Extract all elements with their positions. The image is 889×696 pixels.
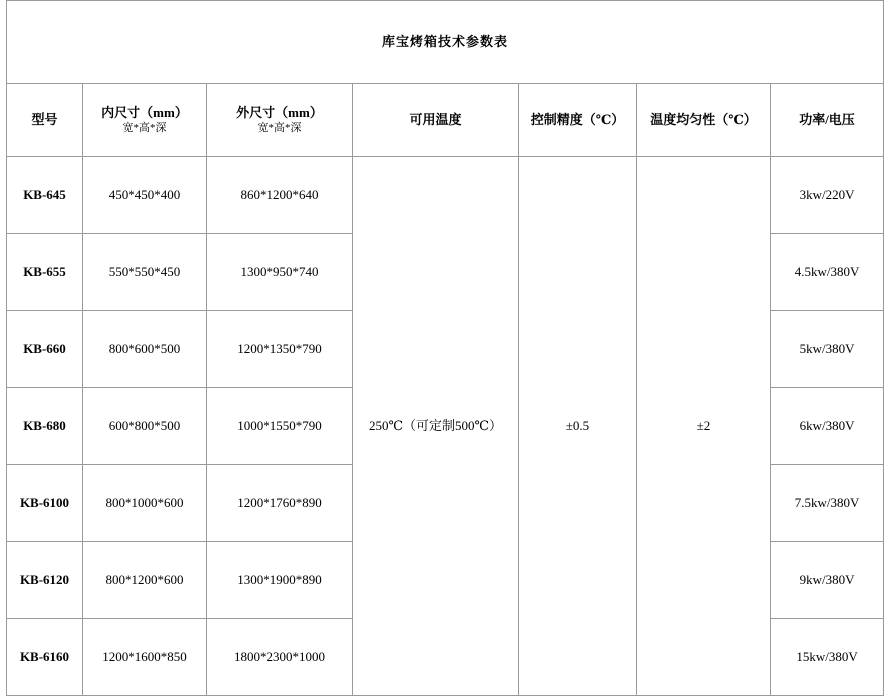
cell-outer-size: 1000*1550*790	[207, 388, 353, 465]
cell-inner-size: 1200*1600*850	[83, 619, 207, 696]
cell-inner-size: 550*550*450	[83, 234, 207, 311]
table-row	[7, 157, 884, 234]
cell-power: 3kw/220V	[771, 157, 884, 234]
cell-outer-size: 1300*1900*890	[207, 542, 353, 619]
column-header-outer-size-sub: 宽*高*深	[257, 121, 302, 134]
cell-inner-size: 800*1200*600	[83, 542, 207, 619]
cell-accuracy-merged: ±0.5	[519, 157, 637, 696]
table-title-row	[7, 1, 884, 84]
cell-model: KB-6100	[7, 465, 83, 542]
column-header-accuracy: 控制精度（℃）	[519, 84, 637, 157]
cell-uniformity-merged: ±2	[637, 157, 771, 696]
cell-model: KB-655	[7, 234, 83, 311]
table-header-row	[7, 84, 884, 157]
oven-parameter-table	[6, 0, 884, 696]
column-header-temperature: 可用温度	[353, 84, 519, 157]
cell-outer-size: 860*1200*640	[207, 157, 353, 234]
cell-power: 6kw/380V	[771, 388, 884, 465]
cell-inner-size: 800*1000*600	[83, 465, 207, 542]
cell-power: 15kw/380V	[771, 619, 884, 696]
cell-model: KB-6160	[7, 619, 83, 696]
cell-inner-size: 800*600*500	[83, 311, 207, 388]
cell-outer-size: 1300*950*740	[207, 234, 353, 311]
cell-outer-size: 1200*1760*890	[207, 465, 353, 542]
cell-outer-size: 1200*1350*790	[207, 311, 353, 388]
cell-power: 7.5kw/380V	[771, 465, 884, 542]
column-header-outer-size	[207, 84, 353, 157]
column-header-inner-size-main: 内尺寸（mm）	[101, 104, 188, 120]
cell-inner-size: 600*800*500	[83, 388, 207, 465]
column-header-power: 功率/电压	[771, 84, 884, 157]
page-title: 库宝烤箱技术参数表	[7, 1, 884, 84]
cell-model: KB-680	[7, 388, 83, 465]
cell-power: 4.5kw/380V	[771, 234, 884, 311]
cell-model: KB-660	[7, 311, 83, 388]
cell-temperature-merged: 250℃（可定制500℃）	[353, 157, 519, 696]
cell-model: KB-645	[7, 157, 83, 234]
column-header-outer-size-main: 外尺寸（mm）	[236, 104, 323, 120]
cell-model: KB-6120	[7, 542, 83, 619]
column-header-uniformity: 温度均匀性（℃）	[637, 84, 771, 157]
cell-power: 9kw/380V	[771, 542, 884, 619]
cell-outer-size: 1800*2300*1000	[207, 619, 353, 696]
column-header-inner-size-sub: 宽*高*深	[122, 121, 167, 134]
cell-power: 5kw/380V	[771, 311, 884, 388]
column-header-inner-size	[83, 84, 207, 157]
column-header-model: 型号	[7, 84, 83, 157]
cell-inner-size: 450*450*400	[83, 157, 207, 234]
